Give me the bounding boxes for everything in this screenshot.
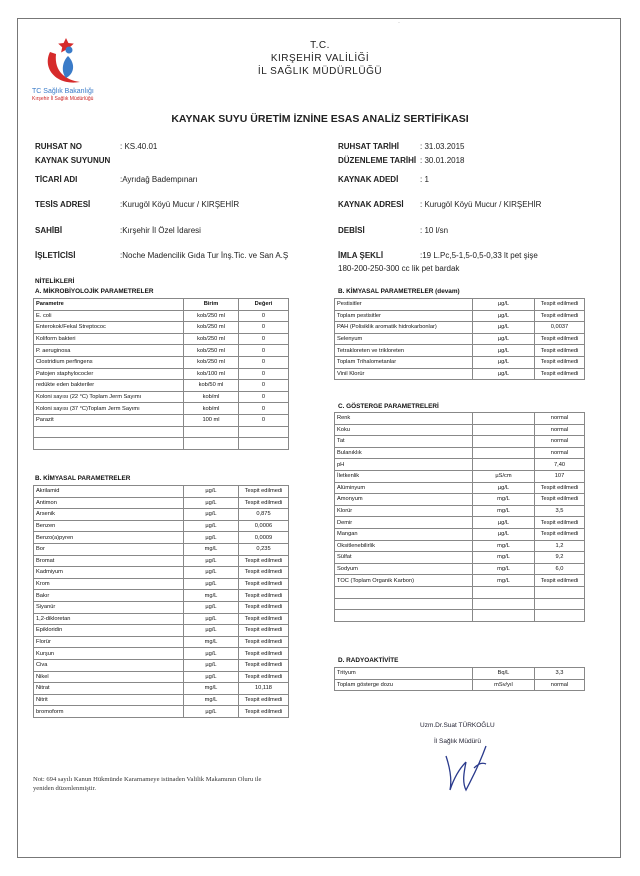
parameter-cell: Koloni sayısı (37 °C)Toplam Jerm Sayımı [34, 403, 184, 415]
parameter-cell: Oksitlenebilirlik [335, 540, 473, 552]
value-cell: Tespit edilmedi [239, 613, 289, 625]
logo-caption: TC Sağlık Bakanlığı [32, 88, 94, 95]
value-cell: Tespit edilmedi [239, 601, 289, 613]
chemistry-table [33, 485, 289, 718]
value-owner: :Kırşehir İl Özel İdaresi [120, 226, 201, 235]
label-source-address: KAYNAK ADRESİ [338, 200, 404, 209]
value-cell: 0,235 [239, 543, 289, 555]
value-cell: Tespit edilmedi [535, 368, 585, 380]
unit-cell: µg/L [473, 333, 535, 345]
value-cell: 1,2 [535, 540, 585, 552]
value-cell: 0 [239, 391, 289, 403]
parameter-cell: Vinil Klorür [335, 368, 473, 380]
table-row [34, 345, 289, 357]
unit-cell: kob/250 ml [184, 356, 239, 368]
table-row [34, 532, 289, 544]
parameter-cell: Antimon [34, 497, 184, 509]
value-cell: 0,875 [239, 509, 289, 521]
value-cell: Tespit edilmedi [239, 671, 289, 683]
value-cell: Tespit edilmedi [535, 528, 585, 540]
label-facility-address: TESİS ADRESİ [35, 200, 91, 209]
label-source-count: KAYNAK ADEDİ [338, 175, 399, 184]
unit-cell: mg/L [473, 494, 535, 506]
value-cell: 3,3 [535, 668, 585, 680]
value-cell: 0 [239, 333, 289, 345]
value-source-count: : 1 [420, 175, 429, 184]
unit-cell: kob/250 ml [184, 333, 239, 345]
table-row [335, 540, 585, 552]
value-cell: Tespit edilmedi [239, 648, 289, 660]
unit-cell: mg/L [473, 552, 535, 564]
table-row [34, 356, 289, 368]
unit-cell: µg/L [473, 356, 535, 368]
value-cell: 0 [239, 356, 289, 368]
parameter-cell: bromoform [34, 706, 184, 718]
value-filling-type: :19 L.Pc,5-1,5-0,5-0,33 lt pet şişe [420, 251, 538, 260]
unit-cell: µg/L [184, 648, 239, 660]
value-cell: Tespit edilmedi [239, 694, 289, 706]
unit-cell [473, 610, 535, 622]
table-row [335, 505, 585, 517]
table-row [34, 567, 289, 579]
value-cell: Tespit edilmedi [535, 575, 585, 587]
table-row [335, 447, 585, 459]
unit-cell [184, 426, 239, 438]
unit-cell: µg/L [184, 706, 239, 718]
logo-subcaption: Kırşehir İl Sağlık Müdürlüğü [32, 96, 94, 102]
unit-cell: kob/250 ml [184, 310, 239, 322]
table-row [335, 424, 585, 436]
unit-cell [473, 436, 535, 448]
header-directorate: İL SAĞLIK MÜDÜRLÜĞÜ [257, 66, 383, 77]
value-cell [535, 598, 585, 610]
table-row [34, 706, 289, 718]
table-row [34, 497, 289, 509]
parameter-cell: Sülfat [335, 552, 473, 564]
table-row [34, 403, 289, 415]
table-row [34, 683, 289, 695]
label-owner: SAHİBİ [35, 226, 63, 235]
unit-cell: kob/ml [184, 403, 239, 415]
label-trade-name: TİCARİ ADI [35, 175, 78, 184]
parameter-cell: Pestisitler [335, 299, 473, 311]
signatory-name: Uzm.Dr.Suat TÜRKOĞLU [420, 722, 495, 729]
value-filling-type-2: 180-200-250-300 cc lik pet bardak [338, 264, 460, 273]
unit-cell: mg/L [473, 575, 535, 587]
unit-cell: µg/L [184, 532, 239, 544]
label-flow-rate: DEBİSİ [338, 226, 365, 235]
value-trade-name: :Ayrıdağ Badempınarı [120, 175, 198, 184]
heading-microbiology: A. MİKROBİYOLOJİK PARAMETRELER [35, 288, 154, 295]
unit-cell: mg/L [184, 694, 239, 706]
table-row [335, 668, 585, 680]
table-row [335, 299, 585, 311]
unit-cell: kob/50 ml [184, 380, 239, 392]
footnote: Not: 694 sayılı Kanun Hükmünde Kararnameye istinaden Valilik Makamının Oluru ile yeniden düzenlenmiştir. [33, 776, 262, 792]
unit-cell: mg/L [473, 505, 535, 517]
unit-cell [473, 447, 535, 459]
parameter-cell: 1,2-dikloretan [34, 613, 184, 625]
parameter-cell [34, 438, 184, 450]
value-cell: Tespit edilmedi [239, 636, 289, 648]
parameter-cell: pH [335, 459, 473, 471]
parameter-cell [34, 426, 184, 438]
indicator-table [334, 412, 585, 622]
heading-chemistry: B. KİMYASAL PARAMETRELER [35, 475, 131, 482]
unit-cell: µg/L [473, 310, 535, 322]
parameter-cell: PAH (Polisiklik aromatik hidrokarbonlar) [335, 322, 473, 334]
value-cell: 0,0037 [535, 322, 585, 334]
unit-cell: µg/L [184, 625, 239, 637]
parameter-cell: Tat [335, 436, 473, 448]
parameter-cell: Koliform bakteri [34, 333, 184, 345]
parameter-cell [335, 598, 473, 610]
signatory-title: İl Sağlık Müdürü [434, 738, 481, 745]
table-row [335, 610, 585, 622]
value-cell: normal [535, 436, 585, 448]
table-row [34, 671, 289, 683]
radioactivity-table [334, 667, 585, 691]
unit-cell: µg/L [473, 299, 535, 311]
parameter-cell: Nitrat [34, 683, 184, 695]
value-facility-address: :Kurugöl Köyü Mucur / KIRŞEHİR [120, 200, 240, 209]
table-row [34, 648, 289, 660]
parameter-cell: Amonyum [335, 494, 473, 506]
value-cell: 0 [239, 322, 289, 334]
table-row [335, 598, 585, 610]
table-row [34, 578, 289, 590]
unit-cell: µg/L [184, 497, 239, 509]
heading-chemistry-cont: B. KİMYASAL PARAMETRELER (devam) [338, 288, 460, 295]
unit-cell: 100 ml [184, 414, 239, 426]
value-cell: Tespit edilmedi [535, 310, 585, 322]
value-issue-date: : 30.01.2018 [420, 156, 465, 165]
parameter-cell: Renk [335, 413, 473, 425]
value-cell: Tespit edilmedi [535, 299, 585, 311]
label-issue-date: DÜZENLEME TARİHİ [338, 156, 417, 165]
parameter-cell: Toplam gösterge dozu [335, 679, 473, 691]
parameter-cell [335, 586, 473, 598]
value-cell: Tespit edilmedi [535, 356, 585, 368]
parameter-cell: Arsenik [34, 509, 184, 521]
unit-cell: mg/L [473, 540, 535, 552]
value-cell [535, 586, 585, 598]
parameter-cell: Civa [34, 659, 184, 671]
value-cell: Tespit edilmedi [239, 706, 289, 718]
table-row [335, 679, 585, 691]
table-row [335, 563, 585, 575]
value-cell: 0 [239, 368, 289, 380]
table-row [34, 590, 289, 602]
parameter-cell: Clostridium perfingens [34, 356, 184, 368]
parameter-cell: Bor [34, 543, 184, 555]
parameter-cell: Benzen [34, 520, 184, 532]
table-row [335, 494, 585, 506]
value-cell: 6,0 [535, 563, 585, 575]
table-row [34, 310, 289, 322]
table-row [34, 368, 289, 380]
microbiology-table [33, 298, 289, 450]
table-row [34, 391, 289, 403]
unit-cell: µg/L [184, 567, 239, 579]
value-cell: 0,0009 [239, 532, 289, 544]
parameter-cell: Toplam pestisitler [335, 310, 473, 322]
unit-cell [473, 413, 535, 425]
table-row [34, 694, 289, 706]
table-row [34, 636, 289, 648]
parameter-cell: Enterokok/Fekal Streptococ [34, 322, 184, 334]
value-cell: Tespit edilmedi [535, 494, 585, 506]
parameter-cell: TOC (Toplam Organik Karbon) [335, 575, 473, 587]
label-license-date: RUHSAT TARİHİ [338, 142, 400, 151]
unit-cell: kob/250 ml [184, 345, 239, 357]
unit-cell [184, 438, 239, 450]
value-cell: 0 [239, 345, 289, 357]
value-cell: Tespit edilmedi [239, 625, 289, 637]
unit-cell: mSv/yıl [473, 679, 535, 691]
table-row [335, 517, 585, 529]
parameter-cell: Akrilamid [34, 486, 184, 498]
unit-cell [473, 459, 535, 471]
header-tc: T.C. [310, 40, 330, 51]
parameter-cell: Florür [34, 636, 184, 648]
parameter-cell: E. coli [34, 310, 184, 322]
unit-cell: kob/100 ml [184, 368, 239, 380]
table-row [335, 310, 585, 322]
unit-cell: µg/L [184, 671, 239, 683]
table-row [335, 552, 585, 564]
table-row [34, 659, 289, 671]
value-cell: normal [535, 679, 585, 691]
unit-cell: µg/L [473, 517, 535, 529]
unit-cell: kob/250 ml [184, 322, 239, 334]
value-cell: 0 [239, 403, 289, 415]
value-cell: 7,40 [535, 459, 585, 471]
scan-mark: · [398, 20, 400, 26]
unit-cell: µg/L [473, 345, 535, 357]
table-row [34, 486, 289, 498]
parameter-cell: Toplam Trihalometanlar [335, 356, 473, 368]
parameter-cell: Bromat [34, 555, 184, 567]
parameter-cell: Koku [335, 424, 473, 436]
value-cell: 0 [239, 380, 289, 392]
unit-cell: mg/L [184, 590, 239, 602]
value-license-date: : 31.03.2015 [420, 142, 465, 151]
table-row [34, 601, 289, 613]
table-row [34, 625, 289, 637]
parameter-cell [335, 610, 473, 622]
table-row [335, 575, 585, 587]
value-cell: 10,118 [239, 683, 289, 695]
table-row [34, 380, 289, 392]
table-row [34, 426, 289, 438]
unit-cell: µS/cm [473, 470, 535, 482]
parameter-cell: redükte eden bakteriler [34, 380, 184, 392]
value-cell: Tespit edilmedi [535, 345, 585, 357]
value-operator: :Noche Madencilik Gıda Tur İnş.Tic. ve San A.Ş [120, 251, 289, 260]
table-row [335, 368, 585, 380]
value-cell: 0 [239, 310, 289, 322]
table-row [335, 459, 585, 471]
value-cell: Tespit edilmedi [239, 497, 289, 509]
unit-cell: µg/L [184, 555, 239, 567]
parameter-cell: Kadmiyum [34, 567, 184, 579]
value-cell: 0,0006 [239, 520, 289, 532]
value-license-no: : KS.40.01 [120, 142, 158, 151]
table-row [335, 345, 585, 357]
parameter-cell: Trityum [335, 668, 473, 680]
table-row [335, 528, 585, 540]
table-row [34, 333, 289, 345]
table-row [335, 482, 585, 494]
unit-cell: kob/ml [184, 391, 239, 403]
parameter-cell: Nikel [34, 671, 184, 683]
parameter-cell: Sodyum [335, 563, 473, 575]
table-row [34, 520, 289, 532]
value-cell: normal [535, 447, 585, 459]
value-cell: 3,5 [535, 505, 585, 517]
parameter-cell: Alüminyum [335, 482, 473, 494]
value-flow-rate: : 10 l/sn [420, 226, 449, 235]
parameter-cell: Benzo(a)pyren [34, 532, 184, 544]
unit-cell [473, 586, 535, 598]
value-cell: normal [535, 424, 585, 436]
label-operator: İŞLETİCİSİ [35, 251, 76, 260]
header-governorship: KIRŞEHİR VALİLİĞİ [270, 53, 370, 64]
handwritten-signature [436, 728, 496, 793]
table-row [335, 413, 585, 425]
unit-cell: mg/L [184, 636, 239, 648]
parameter-cell: Bakır [34, 590, 184, 602]
table-row [34, 555, 289, 567]
parameter-cell: P. aeruginosa [34, 345, 184, 357]
parameter-cell: İletkenlik [335, 470, 473, 482]
table-row [34, 414, 289, 426]
unit-cell: µg/L [184, 659, 239, 671]
value-cell [535, 610, 585, 622]
value-cell: Tespit edilmedi [535, 333, 585, 345]
parameter-cell: Epikloridin [34, 625, 184, 637]
chemistry-cont-table [334, 298, 585, 380]
document-title: KAYNAK SUYU ÜRETİM İZNİNE ESAS ANALİZ SERTİFİKASI [171, 113, 469, 125]
unit-cell: µg/L [184, 520, 239, 532]
parameter-cell: Patojen staphylococler [34, 368, 184, 380]
parameter-cell: Klorür [335, 505, 473, 517]
value-cell: Tespit edilmedi [239, 486, 289, 498]
table-row [335, 356, 585, 368]
label-spring-water: KAYNAK SUYUNUN [35, 156, 111, 165]
value-source-address: : Kurugöl Köyü Mucur / KIRŞEHİR [420, 200, 542, 209]
table-row [335, 333, 585, 345]
value-cell: normal [535, 413, 585, 425]
unit-cell: µg/L [184, 601, 239, 613]
heading-indicators: C. GÖSTERGE PARAMETRELERİ [338, 403, 439, 410]
parameter-cell: Selenyum [335, 333, 473, 345]
value-cell [239, 438, 289, 450]
value-cell: Tespit edilmedi [535, 482, 585, 494]
unit-cell: µg/L [184, 486, 239, 498]
value-cell: Tespit edilmedi [239, 590, 289, 602]
value-cell: Tespit edilmedi [239, 578, 289, 590]
unit-cell: mg/L [473, 563, 535, 575]
parameter-cell: Demir [335, 517, 473, 529]
parameter-cell: Krom [34, 578, 184, 590]
parameter-cell: Koloni sayısı (22 °C) Toplam Jerm Sayımı [34, 391, 184, 403]
col-header-value: Değeri [239, 299, 289, 311]
unit-cell: µg/L [473, 322, 535, 334]
unit-cell: µg/L [473, 368, 535, 380]
parameter-cell: Nitrit [34, 694, 184, 706]
value-cell: Tespit edilmedi [535, 517, 585, 529]
value-cell [239, 426, 289, 438]
unit-cell: µg/L [184, 578, 239, 590]
table-row [34, 438, 289, 450]
value-cell: Tespit edilmedi [239, 567, 289, 579]
unit-cell: µg/L [184, 509, 239, 521]
table-row [335, 586, 585, 598]
unit-cell: mg/L [184, 683, 239, 695]
parameter-cell: Siyanür [34, 601, 184, 613]
heading-characteristics: NİTELİKLERİ [35, 278, 75, 285]
value-cell: 107 [535, 470, 585, 482]
unit-cell [473, 424, 535, 436]
value-cell: 0 [239, 414, 289, 426]
col-header-unit: Birim [184, 299, 239, 311]
table-row [34, 509, 289, 521]
unit-cell: mg/L [184, 543, 239, 555]
parameter-cell: Tetrakloreten ve trikloreten [335, 345, 473, 357]
table-row [34, 613, 289, 625]
value-cell: Tespit edilmedi [239, 659, 289, 671]
table-row [34, 322, 289, 334]
unit-cell: µg/L [184, 613, 239, 625]
unit-cell: µg/L [473, 528, 535, 540]
table-row [335, 322, 585, 334]
heading-radioactivity: D. RADYOAKTİVİTE [338, 657, 399, 664]
label-license-no: RUHSAT NO [35, 142, 82, 151]
parameter-cell: Kurşun [34, 648, 184, 660]
parameter-cell: Bulanıklık [335, 447, 473, 459]
table-row [34, 543, 289, 555]
unit-cell [473, 598, 535, 610]
parameter-cell: Mangan [335, 528, 473, 540]
unit-cell: Bq/L [473, 668, 535, 680]
col-header-parameter: Parametre [34, 299, 184, 311]
label-filling-type: İMLA ŞEKLİ [338, 251, 384, 260]
unit-cell: µg/L [473, 482, 535, 494]
table-row [335, 436, 585, 448]
value-cell: Tespit edilmedi [239, 555, 289, 567]
value-cell: 9,2 [535, 552, 585, 564]
parameter-cell: Parazit [34, 414, 184, 426]
table-row [335, 470, 585, 482]
